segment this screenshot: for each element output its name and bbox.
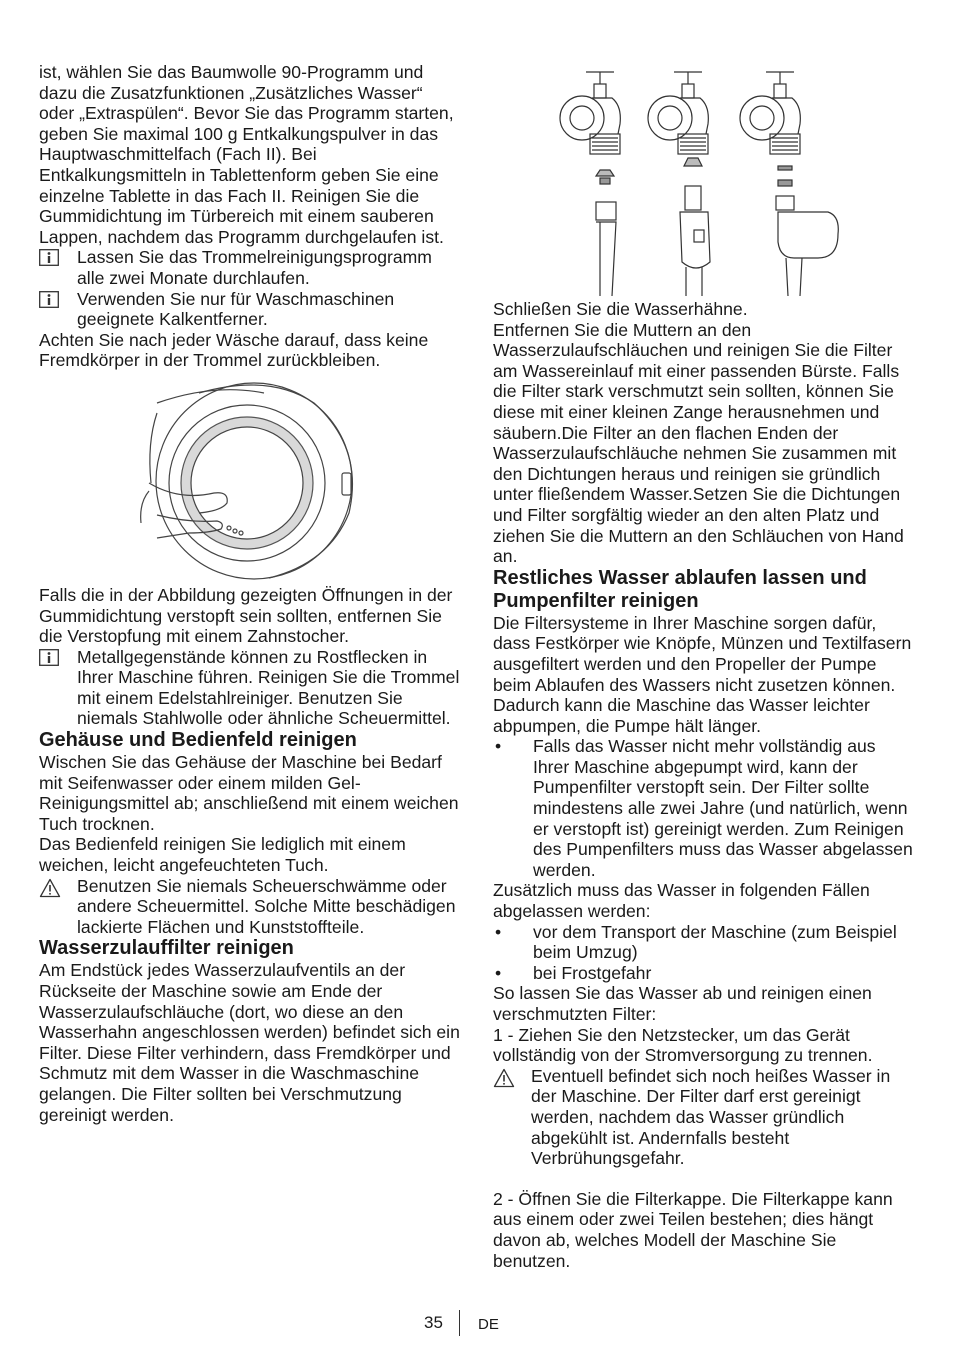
- taps-paragraph-2: Entfernen Sie die Muttern an den Wasserzulaufschläuchen und reinigen Sie die Filter am Wassereinlauf mit einer passenden Bürste. Falls die Filter stark verschmutzt sein sollten, können Sie diese mit einer kleinen Zange herausnehmen und säubern.Die Filter an den flachen Enden der Wasserzulaufschläuche nehmen Sie zusammen mit den Dichtungen heraus und reinigen sie gründlich unter fließendem Wasser.Setzen Sie die Dichtungen und Filter sorgfältig wieder an den alten Platz und ziehen Sie die Muttern an den Schläuchen von Hand an.: [493, 319, 904, 567]
- warning-note: [493, 1066, 915, 1169]
- list-item: [493, 963, 915, 984]
- heading-pump-filter: Restliches Wasser ablaufen lassen und Pumpenfilter reinigen: [493, 566, 867, 612]
- info-note-text: Verwenden Sie nur für Waschmaschinen geeignete Kalkentferner.: [77, 288, 395, 330]
- heading-housing: Gehäuse und Bedienfeld reinigen: [39, 729, 357, 752]
- pump-paragraph-1: Die Filtersysteme in Ihrer Maschine sorgen dafür, dass Festkörper wie Knöpfe, Münzen und Textilfasern ausgefiltert werden und den Propeller der Pumpe beim Ablaufen des Wassers nicht zusetzen können. Dadurch kann die Maschine das Wasser leichter abpumpen, die Pumpe hält länger.: [493, 612, 912, 736]
- warning-icon: [493, 1066, 531, 1169]
- heading-inlet-filter: Wasserzulauffilter reinigen: [39, 937, 294, 960]
- inlet-paragraph: Am Endstück jedes Wasserzulaufventils an der Rückseite der Maschine sowie am Ende der Wasserzulaufschläuche (dort, wo diese an den Wasserhahn angeschlossen werden) befindet sich ein Filter. Diese Filter verhindern, dass Fremdkörper und Schmutz mit dem Wasser in die Waschmaschine gelangen. Die Filter sollten bei Verschmutzung gereinigt werden.: [39, 960, 460, 1125]
- right-column: [493, 299, 915, 1271]
- housing-paragraph-2: Das Bedienfeld reinigen Sie lediglich mit einem weichen, leicht angefeuchteten Tuch.: [39, 834, 406, 876]
- info-note: [39, 289, 461, 330]
- info-note-text: Metallgegenstände können zu Rostflecken in Ihrer Maschine führen. Reinigen Sie die Trommel mit einem Edelstahlreiniger. Benutzen Sie niemals Stahlwolle oder ähnliche Scheuermittel.: [77, 646, 460, 729]
- housing-paragraph-1: Wischen Sie das Gehäuse der Maschine bei Bedarf mit Seifenwasser oder einem milden Gel-Reinigungsmittel ab; anschließend mit einem weichen Tuch trocknen.: [39, 752, 459, 834]
- left-column: [39, 62, 461, 1125]
- water-taps-illustration: [556, 62, 856, 296]
- intro-paragraph: ist, wählen Sie das Baumwolle 90-Programm und dazu die Zusatzfunktionen „Zusätzliches Wasser“ oder „Extraspülen“. Bevor Sie das Programm starten, geben Sie maximal 100 g Entkalkungspulver in das Hauptwaschmittelfach (Fach II). Bei Entkalkungsmitteln in Tablettenform geben Sie eine einzelne Tablette in das Fach II. Reinigen Sie die Gummidichtung im Türbereich mit einem sauberen Lappen, nachdem das Programm durchgelaufen ist.: [39, 62, 454, 247]
- gasket-paragraph: Falls die in der Abbildung gezeigten Öffnungen in der Gummidichtung verstopft sein sollten, entfernen Sie die Verstopfung mit einem Zahnstocher.: [39, 584, 453, 647]
- warning-note-text: Eventuell befindet sich noch heißes Wasser in der Maschine. Der Filter darf erst gereinigt werden, nachdem das Wasser gründlich abgekühlt ist. Andernfalls besteht Verbrühungsgefahr.: [531, 1065, 891, 1169]
- bullet-marker: •: [495, 921, 502, 942]
- pump-paragraph-3: So lassen Sie das Wasser ab und reinigen einen verschmutzten Filter:: [493, 983, 872, 1024]
- list-item-text: vor dem Transport der Maschine (zum Beispiel beim Umzug): [533, 921, 897, 963]
- list-item: [493, 922, 915, 963]
- pump-paragraph-2: Zusätzlich muss das Wasser in folgenden Fällen abgelassen werden:: [493, 880, 870, 922]
- taps-paragraph-1: Schließen Sie die Wasserhähne.: [493, 299, 748, 319]
- info-icon: [39, 647, 77, 729]
- warning-note-text: Benutzen Sie niemals Scheuerschwämme oder andere Scheuermittel. Solche Mitte beschädigen lackierte Flächen und Kunststoffteile.: [77, 875, 456, 937]
- info-note: [39, 247, 461, 288]
- step-2: 2 - Öffnen Sie die Filterkappe. Die Filterkappe kann aus einem oder zwei Teilen bestehen; dies hängt davon ab, welches Modell der Maschine Sie benutzen.: [493, 1188, 893, 1271]
- warning-note: [39, 876, 461, 938]
- list-item-text: Falls das Wasser nicht mehr vollständig aus Ihrer Maschine abgepumpt wird, kann der Pumpenfilter verstopft sein. Der Filter sollte mindestens alle zwei Jahre (und natürlich, wenn er verstopft ist) gereinigt werden. Zum Reinigen des Pumpenfilters muss das Wasser abgelassen werden.: [533, 736, 913, 880]
- info-icon: [39, 289, 77, 330]
- page-number: 35: [424, 1313, 443, 1332]
- footer-divider: [459, 1310, 460, 1336]
- door-gasket-illustration: [39, 373, 461, 585]
- info-icon: [39, 247, 77, 288]
- bullet-marker: •: [495, 962, 502, 983]
- list-item: [493, 736, 915, 880]
- info-note-text: Lassen Sie das Trommelreinigungsprogramm alle zwei Monate durchlaufen.: [77, 247, 432, 288]
- after-notes-paragraph: Achten Sie nach jeder Wäsche darauf, dass keine Fremdkörper in der Trommel zurückbleiben.: [39, 329, 429, 371]
- step-1: 1 - Ziehen Sie den Netzstecker, um das Gerät vollständig von der Stromversorgung zu trennen.: [493, 1024, 873, 1066]
- bullet-marker: •: [495, 736, 502, 757]
- info-note: [39, 647, 461, 729]
- list-item-text: bei Frostgefahr: [533, 962, 652, 983]
- warning-icon: [39, 876, 77, 938]
- language-code: DE: [478, 1316, 499, 1333]
